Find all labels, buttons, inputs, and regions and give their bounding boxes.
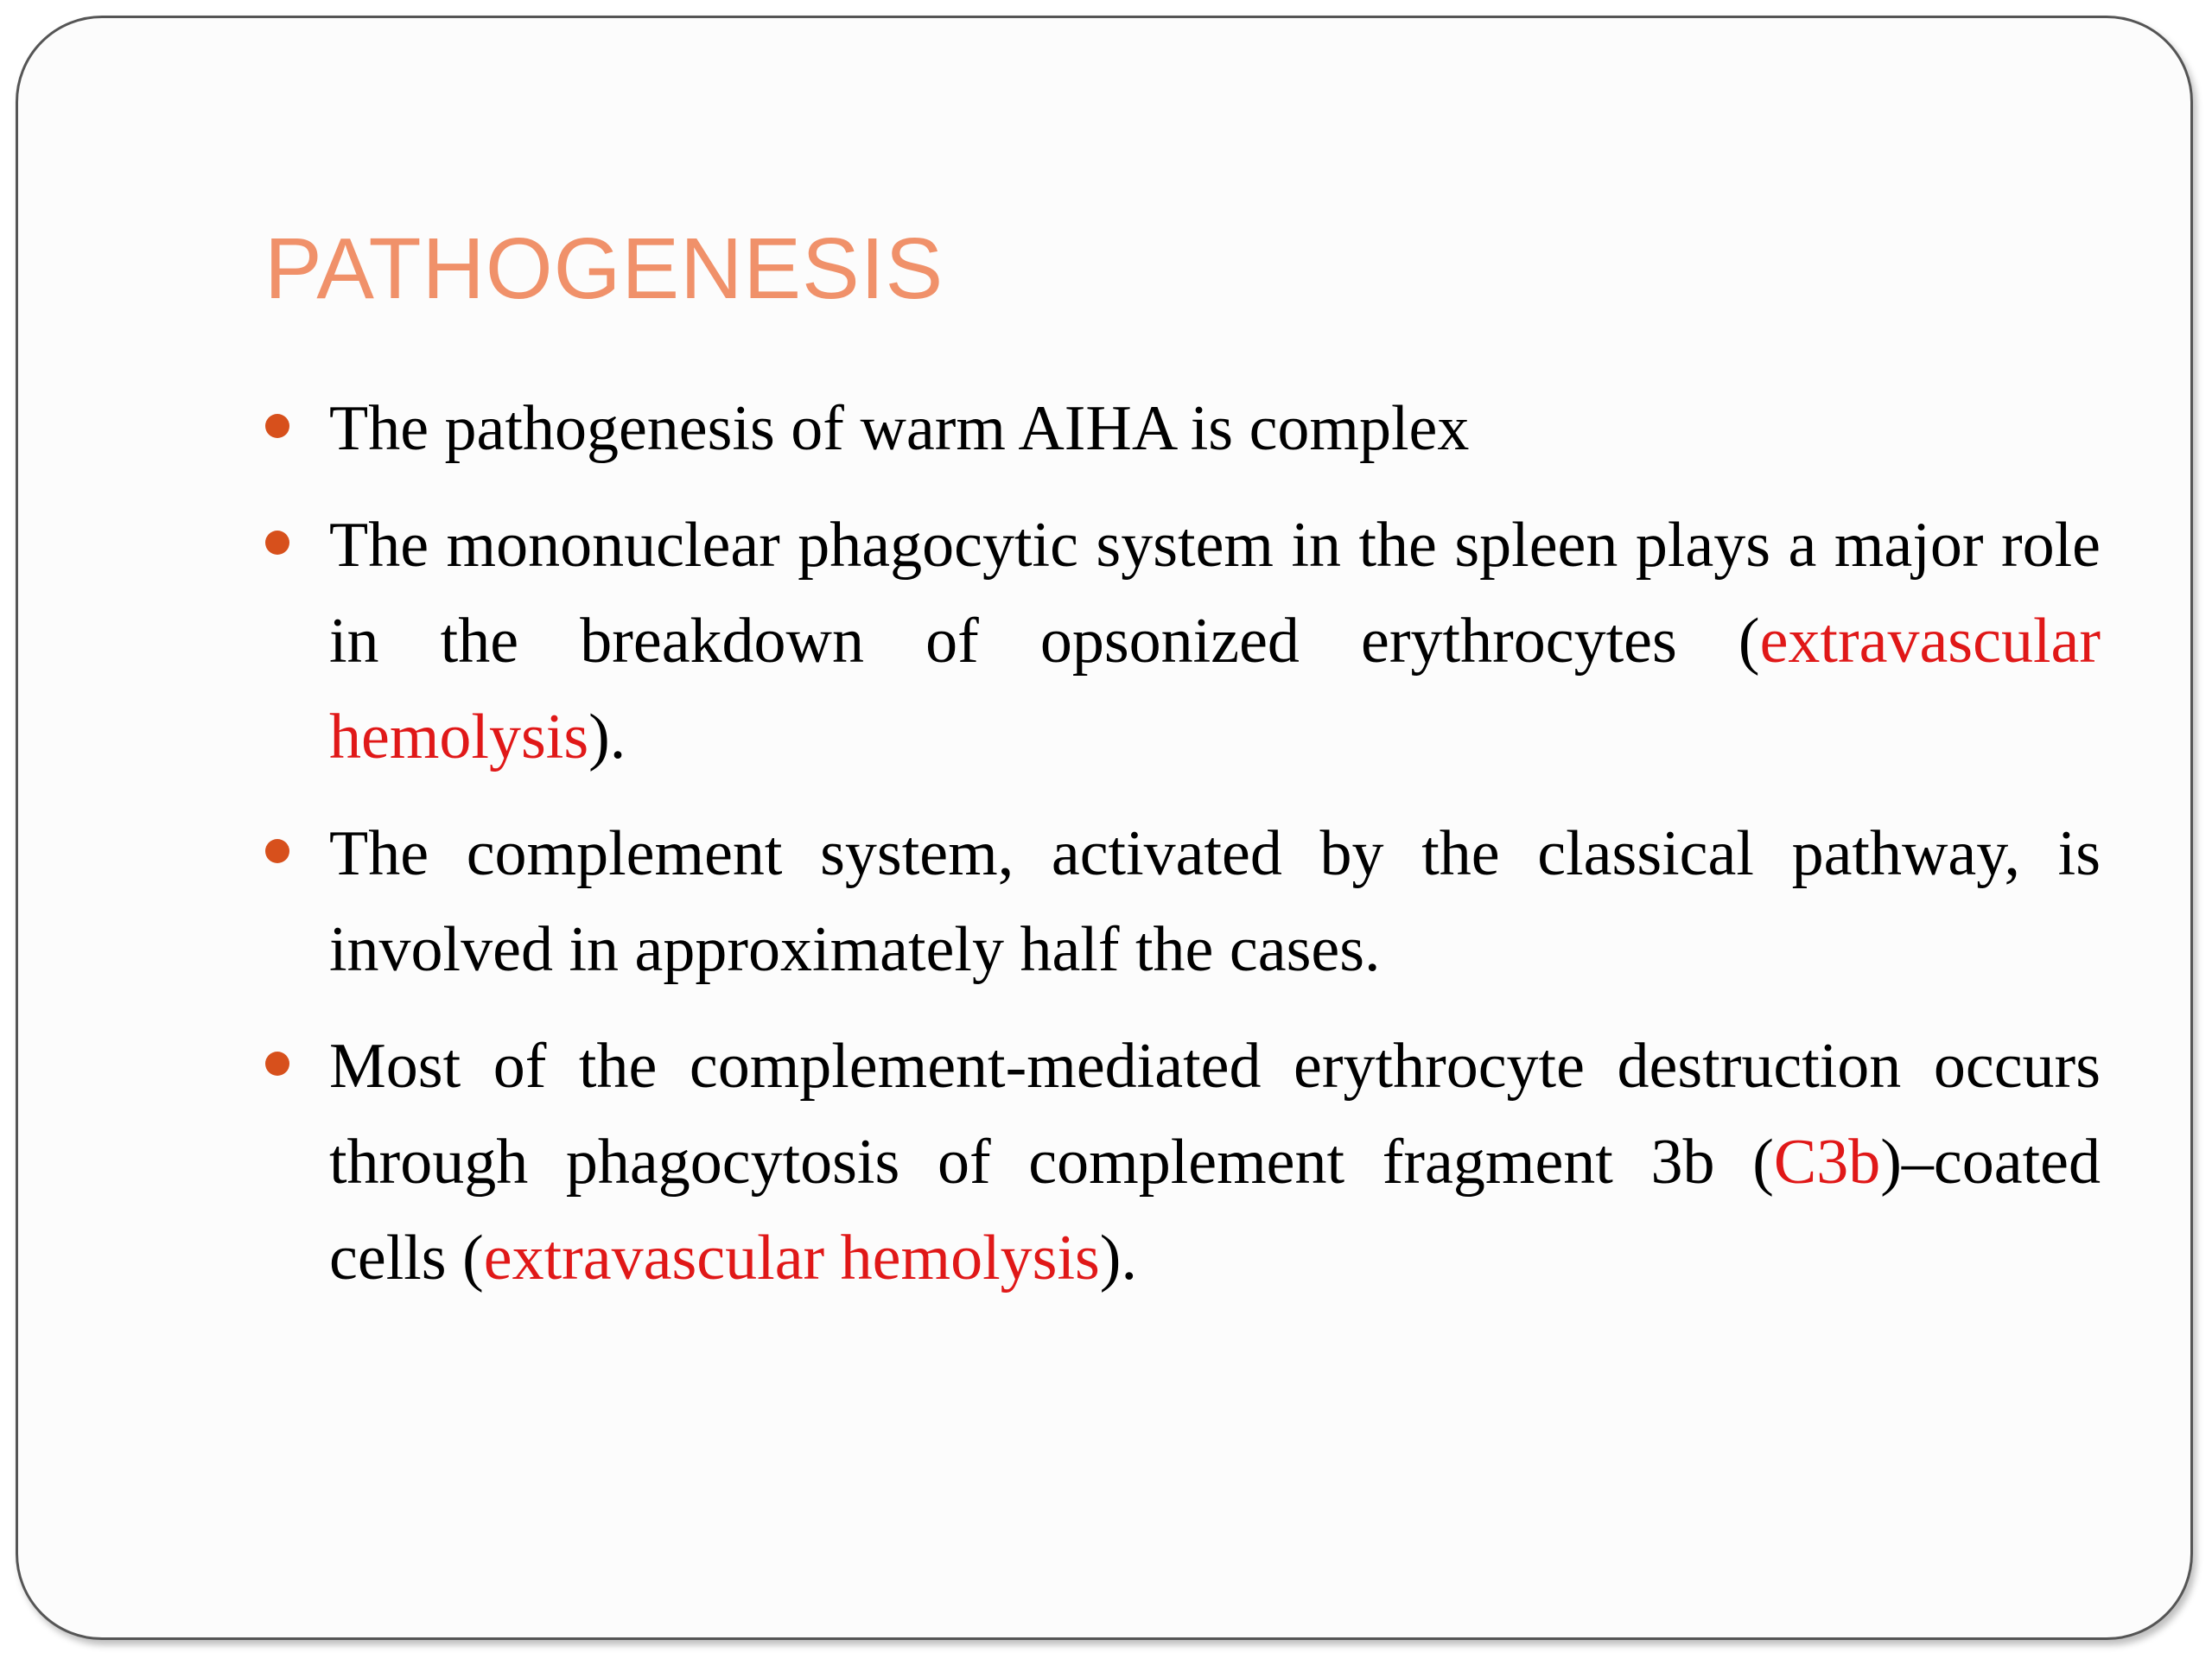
bullet-text-end: ). bbox=[1099, 1223, 1137, 1294]
bullet-dot-icon bbox=[265, 414, 289, 438]
bullet-text: The pathogenesis of warm AIHA is complex bbox=[329, 393, 1470, 464]
bullet-item-4 bbox=[329, 1019, 2101, 1306]
slide-title: PATHOGENESIS bbox=[264, 220, 944, 317]
highlight-text: C3b bbox=[1773, 1127, 1881, 1198]
bullet-dot-icon bbox=[265, 839, 289, 863]
highlight-text: extravascular hemolysis bbox=[329, 606, 2101, 772]
bullet-dot-icon bbox=[265, 1052, 289, 1076]
bullet-item-2 bbox=[329, 498, 2101, 785]
bullet-text: Most of the complement-mediated erythrocyte destruction occurs through phagocytosis of complement fragment 3b ( bbox=[329, 1031, 2101, 1198]
slide-frame bbox=[16, 16, 2193, 1640]
bullet-text: The complement system, activated by the classical pathway, is involved in approximately half the cases. bbox=[329, 818, 2101, 985]
bullet-item-1 bbox=[329, 381, 2101, 477]
bullet-list bbox=[329, 381, 2101, 1327]
highlight-text: extravascular hemolysis bbox=[483, 1223, 1100, 1294]
bullet-text: The mononuclear phagocytic system in the spleen plays a major role in the breakdown of opsonized erythrocytes ( bbox=[329, 510, 2101, 677]
bullet-dot-icon bbox=[265, 531, 289, 555]
bullet-text-middle: )–coated cells ( bbox=[329, 1127, 2101, 1294]
bullet-item-3 bbox=[329, 806, 2101, 998]
bullet-text-end: ). bbox=[588, 702, 626, 772]
